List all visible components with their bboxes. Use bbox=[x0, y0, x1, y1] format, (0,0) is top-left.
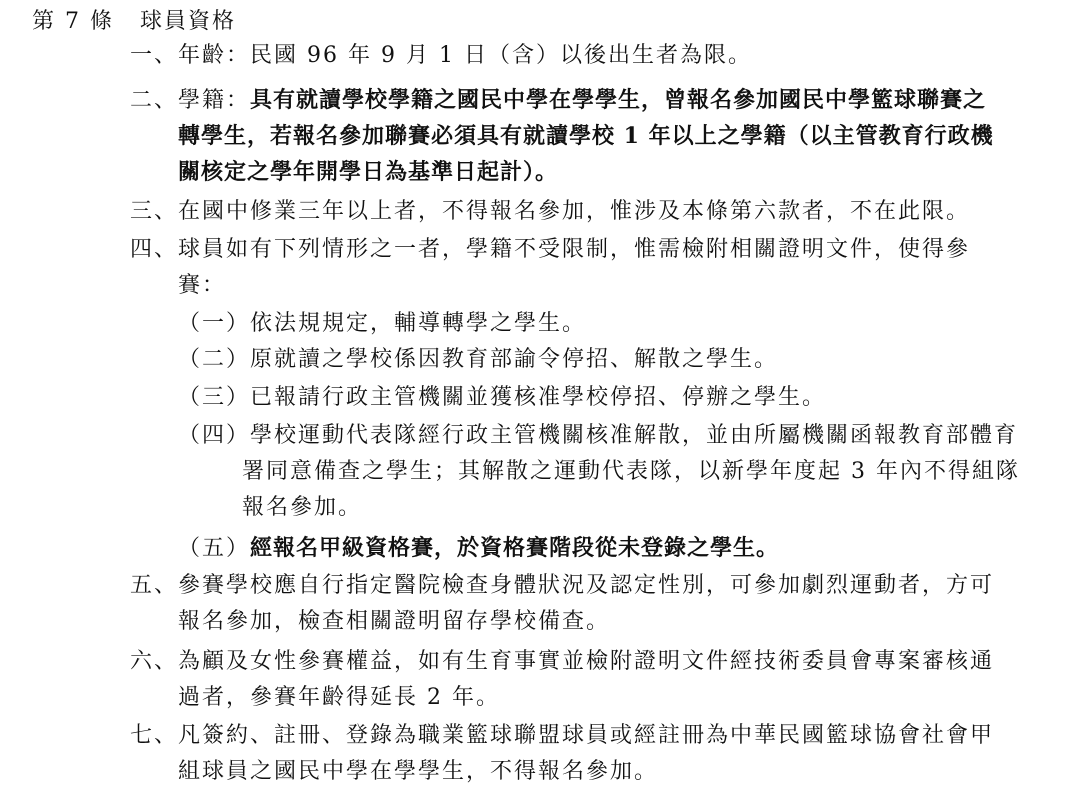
subclause-3: （三）已報請行政主管機關並獲核准學校停招、停辦之學生。 bbox=[178, 385, 827, 410]
subclause-5-prefix: （五） bbox=[178, 536, 251, 561]
clause-2-line-1 bbox=[130, 82, 986, 119]
clause-2-line-2: 轉學生，若報名參加聯賽必須具有就讀學校 1 年以上之學籍（以主管教育行政機 bbox=[178, 123, 994, 149]
article-title: 球員資格 bbox=[139, 9, 236, 34]
article-heading bbox=[32, 4, 236, 40]
clause-2-prefix: 二、學籍： bbox=[130, 88, 251, 113]
clause-5-line-1: 五、參賽學校應自行指定醫院檢查身體狀況及認定性別，可參加劇烈運動者，方可 bbox=[130, 573, 995, 598]
clause-2-line-3: 關核定之學年開學日為基準日起計）。 bbox=[178, 159, 559, 185]
subclause-1: （一）依法規規定，輔導轉學之學生。 bbox=[178, 311, 587, 336]
clause-1-line-1: 一、年齡：民國 96 年 9 月 1 日（含）以後出生者為限。 bbox=[130, 43, 752, 68]
subclause-2: （二）原就讀之學校係因教育部諭令停招、解散之學生。 bbox=[178, 347, 779, 372]
clause-5-line-2: 報名參加，檢查相關證明留存學校備查。 bbox=[178, 609, 611, 634]
article-number: 第 7 條 bbox=[32, 9, 114, 34]
clause-6-line-1: 六、為顧及女性參賽權益，如有生育事實並檢附證明文件經技術委員會專案審核通 bbox=[130, 649, 995, 674]
subclause-4-line-3: 報名參加。 bbox=[242, 495, 363, 520]
clause-7-line-2: 組球員之國民中學在學學生，不得報名參加。 bbox=[178, 759, 659, 784]
clause-4-line-1: 四、球員如有下列情形之一者，學籍不受限制，惟需檢附相關證明文件，使得參 bbox=[130, 237, 971, 262]
subclause-4-line-2: 署同意備查之學生；其解散之運動代表隊，以新學年度起 3 年內不得組隊 bbox=[242, 459, 1020, 484]
clause-3-line-1: 三、在國中修業三年以上者，不得報名參加，惟涉及本條第六款者，不在此限。 bbox=[130, 199, 971, 224]
clause-4-line-2: 賽： bbox=[178, 273, 227, 298]
clause-2-text: 具有就讀學校學籍之國民中學在學學生，曾報名參加國民中學籃球聯賽之 bbox=[250, 87, 987, 113]
subclause-4-line-1: （四）學校運動代表隊經行政主管機關核准解散，並由所屬機關函報教育部體育 bbox=[178, 423, 1019, 448]
subclause-5 bbox=[178, 530, 779, 567]
clause-7-line-1: 七、凡簽約、註冊、登錄為職業籃球聯盟球員或經註冊為中華民國籃球協會社會甲 bbox=[130, 723, 995, 748]
clause-6-line-2: 過者，參賽年齡得延長 2 年。 bbox=[178, 685, 500, 710]
subclause-5-text: 經報名甲級資格賽，於資格賽階段從未登錄之學生。 bbox=[250, 535, 780, 561]
